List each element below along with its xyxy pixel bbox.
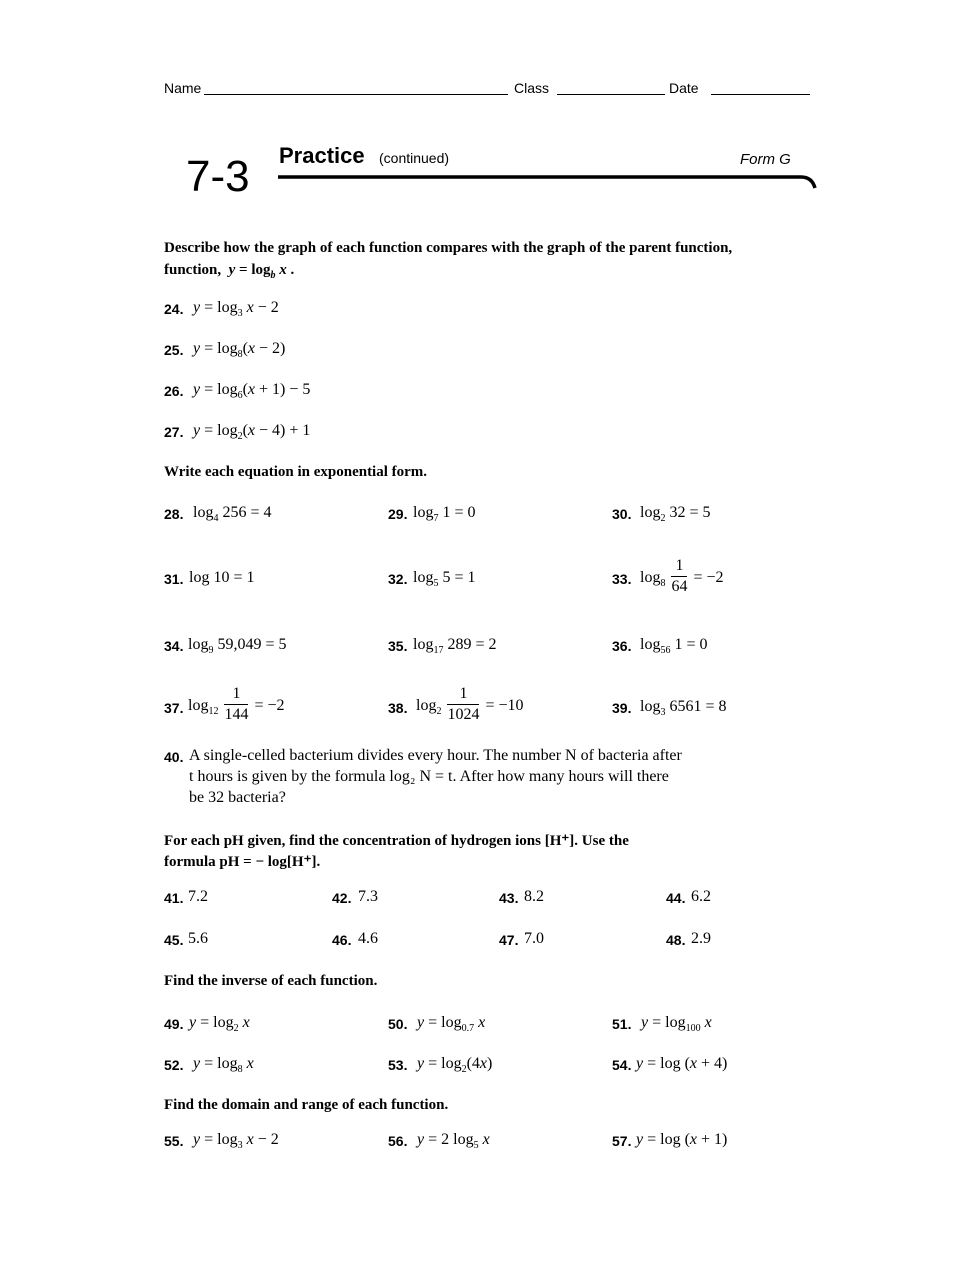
form-label: Form G bbox=[740, 151, 791, 168]
lesson-number: 7-3 bbox=[186, 152, 250, 201]
problem-55-expression: $y = \log_3 x - 2$ bbox=[193, 1131, 279, 1151]
problem-25-expression: $y = \log_8(x - 2)$ bbox=[193, 340, 286, 360]
problem-number: 26. bbox=[164, 383, 184, 399]
problem-37-expression: $\log_{12}$ $\frac{1}{144}$ = −2 bbox=[188, 685, 285, 723]
problem-number: 34. bbox=[164, 638, 184, 654]
class-field[interactable] bbox=[557, 94, 665, 95]
problem-number: 30. bbox=[612, 506, 632, 522]
problem-30-expression: $\log_2 32 = 5$ bbox=[640, 504, 711, 524]
ph-value: 2.9 bbox=[691, 930, 711, 947]
problem-number: 56. bbox=[388, 1133, 408, 1149]
problem-number: 44. bbox=[666, 890, 686, 906]
problem-54-expression: y = log (x + 4) bbox=[636, 1055, 728, 1072]
ph-value: 6.2 bbox=[691, 888, 711, 905]
problem-38-expression: $\log_2$ $\frac{1}{1024}$ = −10 bbox=[416, 685, 524, 723]
problem-number: 39. bbox=[612, 700, 632, 716]
title-continued: (continued) bbox=[379, 150, 450, 166]
problem-number: 41. bbox=[164, 890, 184, 906]
problem-34-expression: $\log_9 59,049 = 5$ bbox=[188, 636, 287, 656]
ph-value: 4.6 bbox=[358, 930, 378, 947]
ph-value: 8.2 bbox=[524, 888, 544, 905]
section2-heading: Write each equation in exponential form. bbox=[164, 464, 428, 480]
problem-number: 37. bbox=[164, 700, 184, 716]
problem-53-expression: $y = \log_2(4x)$ bbox=[417, 1055, 493, 1075]
page-title: Practice bbox=[279, 143, 365, 168]
ph-value: 7.3 bbox=[358, 888, 378, 905]
problem-number: 55. bbox=[164, 1133, 184, 1149]
problem-49-expression: $y = \log_2 x$ bbox=[189, 1014, 250, 1034]
name-label: Name bbox=[164, 80, 202, 96]
problem-number: 57. bbox=[612, 1133, 632, 1149]
problem-40-line1: A single-celled bacterium divides every hour. The number N of bacteria after bbox=[189, 747, 682, 764]
problem-40-line2: t hours is given by the formula log₂ N = t. After how many hours will there bbox=[189, 768, 669, 785]
problem-27-expression: $y = \log_2(x - 4) + 1$ bbox=[193, 422, 311, 442]
problem-50-expression: $y = \log_{0.7} x$ bbox=[417, 1014, 486, 1034]
problem-number: 53. bbox=[388, 1057, 408, 1073]
date-field[interactable] bbox=[711, 94, 810, 95]
problem-number: 40. bbox=[164, 749, 184, 765]
problem-28-expression: $\log_4 256 = 4$ bbox=[193, 504, 272, 524]
problem-number: 49. bbox=[164, 1016, 184, 1032]
problem-29-expression: $\log_7 1 = 0$ bbox=[413, 504, 476, 524]
ph-value: 7.0 bbox=[524, 930, 544, 947]
name-field[interactable] bbox=[204, 94, 508, 95]
section1-parent: function, $y = \log_b x$ . bbox=[164, 262, 295, 281]
problem-number: 35. bbox=[388, 638, 408, 654]
problem-24-expression: $y = \log_3 x - 2$ bbox=[193, 299, 279, 319]
problem-number: 24. bbox=[164, 301, 184, 317]
problem-40-line3: be 32 bacteria? bbox=[189, 789, 286, 806]
problem-number: 36. bbox=[612, 638, 632, 654]
section4-heading: Find the inverse of each function. bbox=[164, 973, 378, 989]
date-label: Date bbox=[669, 80, 699, 96]
problem-26-expression: $y = \log_6(x + 1) - 5$ bbox=[193, 381, 311, 401]
problem-number: 28. bbox=[164, 506, 184, 522]
problem-number: 48. bbox=[666, 932, 686, 948]
problem-number: 47. bbox=[499, 932, 519, 948]
problem-number: 32. bbox=[388, 571, 408, 587]
problem-number: 43. bbox=[499, 890, 519, 906]
problem-51-expression: $y = \log_{100} x$ bbox=[641, 1014, 712, 1034]
problem-57-expression: y = log (x + 1) bbox=[636, 1131, 728, 1148]
problem-56-expression: y = 2 $\log_5 x$ bbox=[417, 1131, 490, 1151]
problem-32-expression: $\log_5 5 = 1$ bbox=[413, 569, 476, 589]
problem-number: 29. bbox=[388, 506, 408, 522]
section3-heading-line1: For each pH given, find the concentration of hydrogen ions [H⁺]. Use the bbox=[164, 833, 629, 849]
problem-number: 46. bbox=[332, 932, 352, 948]
problem-number: 52. bbox=[164, 1057, 184, 1073]
problem-36-expression: $\log_{56} 1 = 0$ bbox=[640, 636, 708, 656]
problem-number: 51. bbox=[612, 1016, 632, 1032]
class-label: Class bbox=[514, 80, 550, 96]
ph-value: 7.2 bbox=[188, 888, 208, 905]
problem-52-expression: $y = \log_8 x$ bbox=[193, 1055, 254, 1075]
problem-number: 50. bbox=[388, 1016, 408, 1032]
section5-heading: Find the domain and range of each function. bbox=[164, 1097, 449, 1113]
problem-35-expression: $\log_{17} 289 = 2$ bbox=[413, 636, 497, 656]
problem-number: 27. bbox=[164, 424, 184, 440]
problem-number: 54. bbox=[612, 1057, 632, 1073]
section1-intro: Describe how the graph of each function compares with the graph of the parent function, bbox=[164, 240, 733, 256]
problem-33-expression: $\log_8$ $\frac{1}{64}$ = −2 bbox=[640, 557, 724, 595]
problem-number: 33. bbox=[612, 571, 632, 587]
title-rule bbox=[276, 172, 818, 192]
ph-value: 5.6 bbox=[188, 930, 208, 947]
problem-31-expression: log 10 = 1 bbox=[189, 569, 255, 586]
section3-heading-line2: formula pH = − log[H⁺]. bbox=[164, 854, 321, 870]
problem-number: 25. bbox=[164, 342, 184, 358]
problem-number: 45. bbox=[164, 932, 184, 948]
problem-number: 42. bbox=[332, 890, 352, 906]
problem-number: 31. bbox=[164, 571, 184, 587]
problem-number: 38. bbox=[388, 700, 408, 716]
problem-39-expression: $\log_3 6561 = 8$ bbox=[640, 698, 727, 718]
